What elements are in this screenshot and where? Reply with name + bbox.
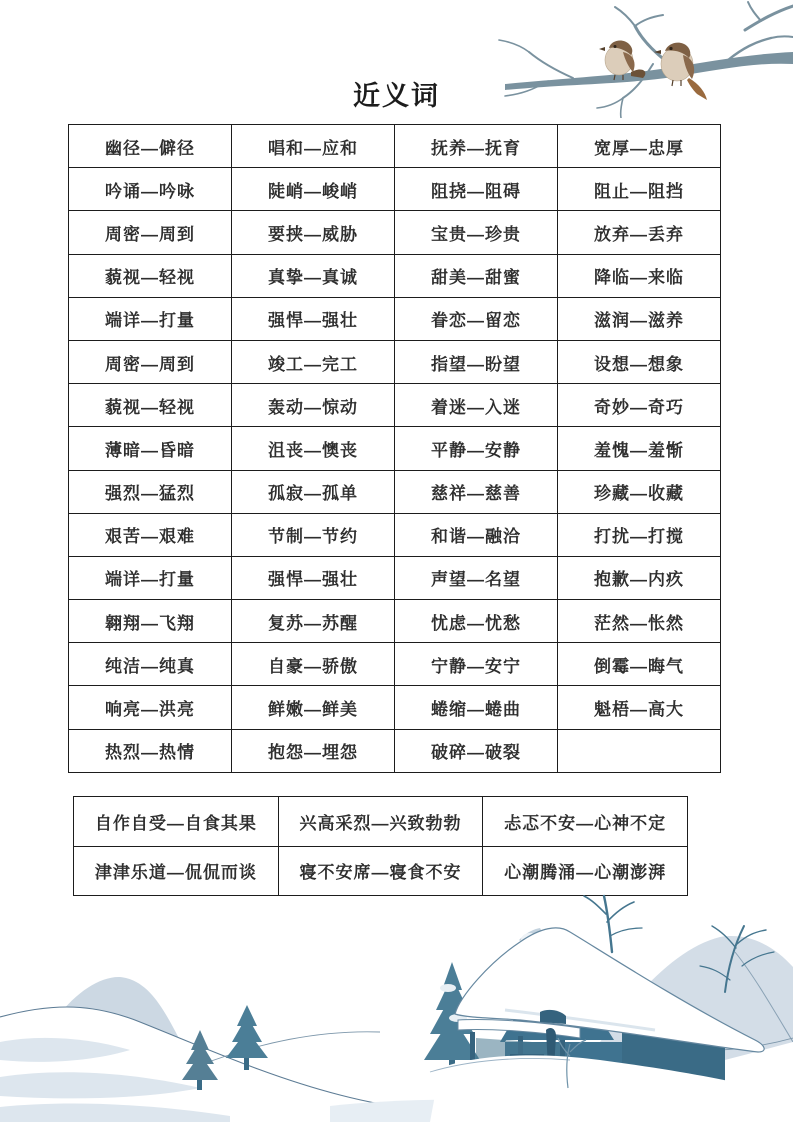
- table-row: [69, 556, 721, 599]
- synonym-cell: 周密—周到: [69, 340, 232, 383]
- synonym-cell: 放弃—丢弃: [558, 211, 721, 254]
- snow-ground-icon: [0, 1007, 793, 1122]
- synonym-cell: 响亮—洪亮: [69, 686, 232, 729]
- synonym-cell: 强悍—强壮: [232, 556, 395, 599]
- table-row: [69, 168, 721, 211]
- table-row: [69, 340, 721, 383]
- synonym-cell: 津津乐道—侃侃而谈: [74, 846, 279, 896]
- synonym-cell: 陡峭—峻峭: [232, 168, 395, 211]
- synonym-cell: 热烈—热情: [69, 729, 232, 772]
- synonym-cell: 甜美—甜蜜: [395, 254, 558, 297]
- table-row: [69, 384, 721, 427]
- synonym-cell: 强烈—猛烈: [69, 470, 232, 513]
- table-row: [69, 600, 721, 643]
- synonym-cell: 节制—节约: [232, 513, 395, 556]
- synonym-cell: 忧虑—忧愁: [395, 600, 558, 643]
- synonym-cell: 宁静—安宁: [395, 643, 558, 686]
- table-row: [69, 254, 721, 297]
- synonym-cell: 打扰—打搅: [558, 513, 721, 556]
- left-pines-icon: [182, 1005, 268, 1090]
- synonym-cell: 藐视—轻视: [69, 384, 232, 427]
- synonym-cell: 唱和—应和: [232, 125, 395, 168]
- synonym-cell: 孤寂—孤单: [232, 470, 395, 513]
- synonym-cell: 端详—打量: [69, 556, 232, 599]
- synonym-cell: 抚养—抚育: [395, 125, 558, 168]
- synonym-cell: 竣工—完工: [232, 340, 395, 383]
- front-twig-icon: [558, 1038, 586, 1088]
- table-row: [74, 846, 688, 896]
- synonym-cell: 着迷—入迷: [395, 384, 558, 427]
- synonym-cell: 降临—来临: [558, 254, 721, 297]
- table-row: [69, 686, 721, 729]
- synonym-cell: 抱怨—埋怨: [232, 729, 395, 772]
- synonym-cell: 和谐—融洽: [395, 513, 558, 556]
- synonym-cell: 抱歉—内疚: [558, 556, 721, 599]
- snowy-tree-icon: [501, 928, 548, 1014]
- synonym-cell: 阻挠—阻碍: [395, 168, 558, 211]
- synonym-cell: 轰动—惊动: [232, 384, 395, 427]
- synonym-cell: 真挚—真诚: [232, 254, 395, 297]
- synonym-cell: 翱翔—飞翔: [69, 600, 232, 643]
- synonym-cell: 纯洁—纯真: [69, 643, 232, 686]
- page-title: 近义词: [353, 81, 440, 111]
- synonym-cell: 沮丧—懊丧: [232, 427, 395, 470]
- table-row: [69, 643, 721, 686]
- synonym-cell: 滋润—滋养: [558, 297, 721, 340]
- synonym-cell: 忐忑不安—心神不定: [483, 797, 688, 847]
- synonym-cell: 慈祥—慈善: [395, 470, 558, 513]
- synonym-cell: 吟诵—吟咏: [69, 168, 232, 211]
- synonym-cell: 端详—打量: [69, 297, 232, 340]
- synonym-cell: 破碎—破裂: [395, 729, 558, 772]
- bare-trees-icon: [584, 896, 774, 992]
- snowbank-texture-icon: [0, 1038, 620, 1122]
- synonym-cell: 阻止—阻挡: [558, 168, 721, 211]
- table-row: [69, 729, 721, 772]
- synonym-cell: 宽厚—忠厚: [558, 125, 721, 168]
- synonym-cell: 倒霉—晦气: [558, 643, 721, 686]
- table-row: [69, 513, 721, 556]
- synonym-cell: 羞愧—羞惭: [558, 427, 721, 470]
- snow-house-icon: [430, 928, 764, 1122]
- table-row: [69, 125, 721, 168]
- synonym-cell: 蜷缩—蜷曲: [395, 686, 558, 729]
- synonym-cell: 眷恋—留恋: [395, 297, 558, 340]
- synonym-cell: 藐视—轻视: [69, 254, 232, 297]
- table-row: [69, 297, 721, 340]
- synonym-cell: 周密—周到: [69, 211, 232, 254]
- synonym-cell: 薄暗—昏暗: [69, 427, 232, 470]
- winter-scene-illustration: [0, 892, 793, 1122]
- synonym-cell: 心潮腾涌—心潮澎湃: [483, 846, 688, 896]
- left-hill-icon: [42, 977, 182, 1048]
- synonym-cell: 声望—名望: [395, 556, 558, 599]
- synonym-cell: 魁梧—高大: [558, 686, 721, 729]
- table-row: [69, 427, 721, 470]
- synonym-cell: [558, 729, 721, 772]
- house-pine-icon: [424, 962, 480, 1074]
- synonym-cell: 自作自受—自食其果: [74, 797, 279, 847]
- synonym-cell: 自豪—骄傲: [232, 643, 395, 686]
- synonym-cell: 要挟—威胁: [232, 211, 395, 254]
- synonym-cell: 指望—盼望: [395, 340, 558, 383]
- synonym-cell: 寝不安席—寝食不安: [278, 846, 483, 896]
- synonym-cell: 平静—安静: [395, 427, 558, 470]
- phrase-table: [73, 796, 688, 896]
- synonym-cell: 设想—想象: [558, 340, 721, 383]
- synonym-cell: 鲜嫩—鲜美: [232, 686, 395, 729]
- synonym-cell: 珍藏—收藏: [558, 470, 721, 513]
- synonym-cell: 强悍—强壮: [232, 297, 395, 340]
- synonym-cell: 奇妙—奇巧: [558, 384, 721, 427]
- synonym-cell: 复苏—苏醒: [232, 600, 395, 643]
- synonym-cell: 宝贵—珍贵: [395, 211, 558, 254]
- mountains-icon: [600, 936, 793, 1072]
- synonym-cell: 茫然—怅然: [558, 600, 721, 643]
- synonym-cell: 幽径—僻径: [69, 125, 232, 168]
- corner-twig-icon: [745, 2, 793, 30]
- synonym-table: [68, 124, 721, 773]
- table-row: [74, 797, 688, 847]
- synonym-cell: 艰苦—艰难: [69, 513, 232, 556]
- table-row: [69, 211, 721, 254]
- table-row: [69, 470, 721, 513]
- synonym-cell: 兴高采烈—兴致勃勃: [278, 797, 483, 847]
